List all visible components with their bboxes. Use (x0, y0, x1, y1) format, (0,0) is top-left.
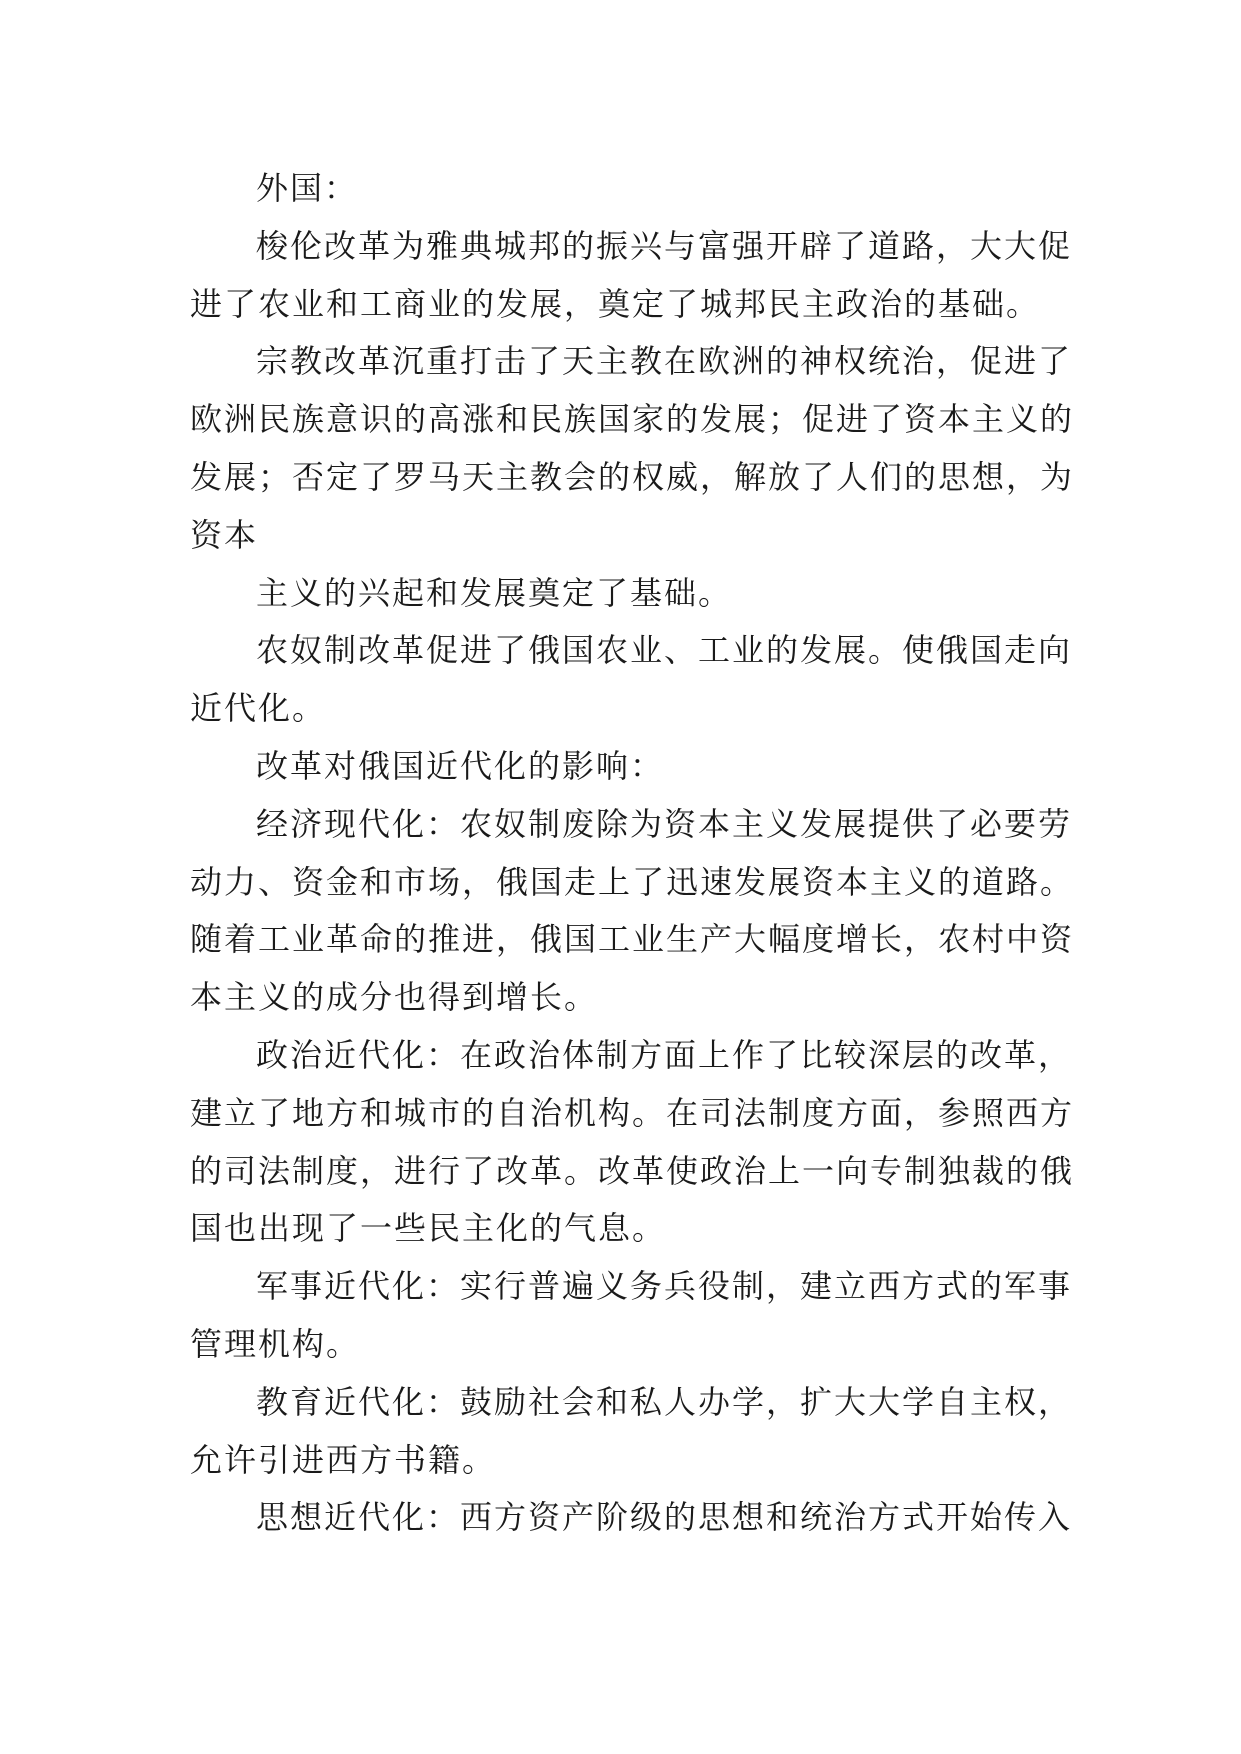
text-line: 随着工业革命的推进，俄国工业生产大幅度增长，农村中资 (190, 920, 1075, 959)
text-line: 思想近代化：西方资产阶级的思想和统治方式开始传入 (256, 1498, 1073, 1537)
text-line: 管理机构。 (190, 1324, 361, 1363)
text-line: 政治近代化：在政治体制方面上作了比较深层的改革， (256, 1035, 1073, 1074)
text-line: 进了农业和工商业的发展，奠定了城邦民主政治的基础。 (190, 284, 1041, 323)
text-line: 经济现代化：农奴制废除为资本主义发展提供了必要劳 (256, 804, 1073, 843)
text-line: 资本 (190, 515, 259, 554)
text-line: 欧洲民族意识的高涨和民族国家的发展；促进了资本主义的 (190, 400, 1075, 439)
text-line: 宗教改革沉重打击了天主教在欧洲的神权统治，促进了 (256, 342, 1073, 381)
text-line: 国也出现了一些民主化的气息。 (190, 1209, 667, 1248)
text-line: 农奴制改革促进了俄国农业、工业的发展。使俄国走向 (256, 631, 1073, 670)
text-line: 教育近代化：鼓励社会和私人办学，扩大大学自主权， (256, 1382, 1073, 1421)
text-line: 近代化。 (190, 689, 327, 728)
text-line: 允许引进西方书籍。 (190, 1440, 497, 1479)
text-line: 外国： (256, 169, 359, 207)
text-line: 军事近代化：实行普遍义务兵役制，建立西方式的军事 (256, 1267, 1073, 1306)
text-line: 改革对俄国近代化的影响： (256, 746, 665, 785)
text-line: 主义的兴起和发展奠定了基础。 (256, 573, 733, 612)
text-line: 本主义的成分也得到增长。 (190, 978, 599, 1017)
text-line: 动力、资金和市场，俄国走上了迅速发展资本主义的道路。 (190, 862, 1075, 901)
document-body (190, 160, 1075, 1547)
text-line: 发展；否定了罗马天主教会的权威，解放了人们的思想，为 (190, 457, 1075, 496)
text-line: 的司法制度，进行了改革。改革使政治上一向专制独裁的俄 (190, 1151, 1075, 1190)
text-line: 建立了地方和城市的自治机构。在司法制度方面，参照西方 (190, 1093, 1075, 1132)
text-line: 梭伦改革为雅典城邦的振兴与富强开辟了道路，大大促 (256, 226, 1073, 265)
